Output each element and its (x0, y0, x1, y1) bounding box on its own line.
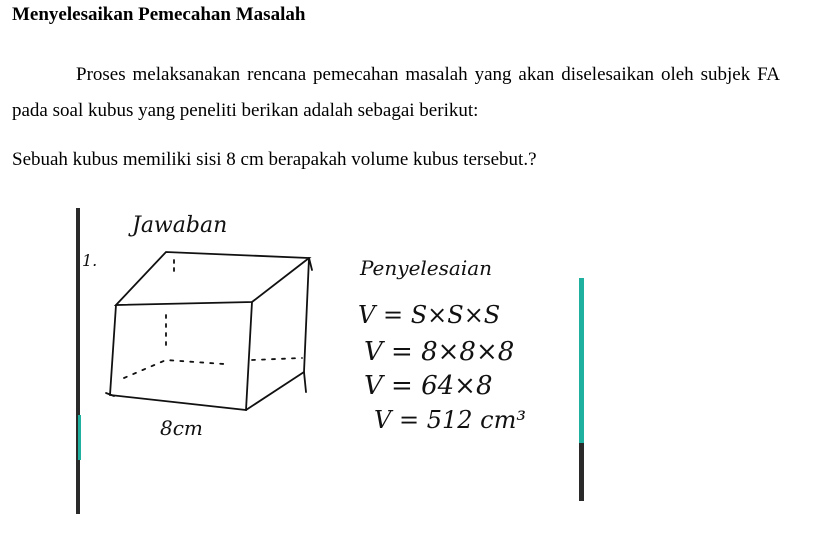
right-dark-bar (579, 443, 584, 501)
problem-question: Sebuah kubus memiliki sisi 8 cm berapakah volume kubus tersebut.? (12, 149, 537, 170)
section-heading: Menyelesaikan Pemecahan Masalah (12, 4, 306, 25)
solution-title: Penyelesaian (360, 256, 493, 280)
answer-sketch (74, 200, 589, 520)
solution-step-3: V = 64×8 (364, 371, 493, 401)
solution-step-2: V = 8×8×8 (364, 337, 515, 367)
intro-paragraph: Proses melaksanakan rencana pemecahan masalah yang akan diselesaikan oleh subjek FA pada soal kubus yang peneliti berikan adalah sebagai berikut: (12, 64, 780, 121)
cube-drawing (106, 252, 312, 410)
item-marker: 1. (82, 251, 98, 270)
solution-step-1: V = S×S×S (358, 301, 501, 329)
right-accent-bar (579, 278, 584, 443)
handwritten-answer-image (74, 200, 589, 520)
left-accent-mark (78, 415, 81, 460)
solution-step-4: V = 512 cm³ (374, 406, 526, 434)
side-length-label: 8cm (160, 416, 203, 440)
left-border-bar (76, 208, 80, 514)
answer-title: Jawaban (132, 213, 228, 238)
